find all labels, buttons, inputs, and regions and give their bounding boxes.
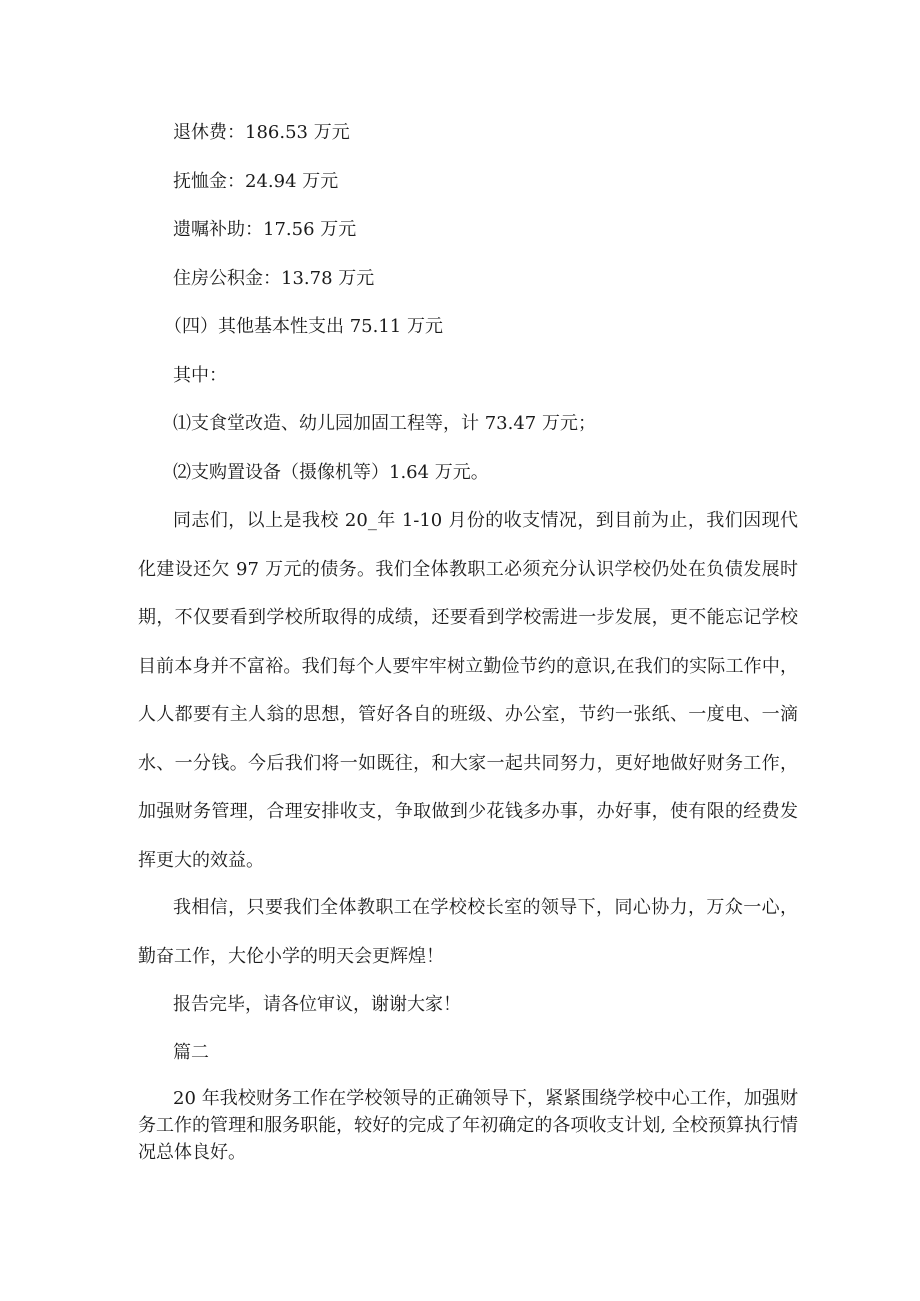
survivor-subsidy-line: 遗嘱补助：17.56 万元	[173, 219, 357, 240]
summary-paragraph: 同志们，以上是我校 20_年 1-10 月份的收支情况，到目前为止，我们因现代化建设还欠 97 万元的债务。我们全体教职工必须充分认识学校仍处在负债发展时期，不仅要看到学校所取得的成绩，还要看到学校需进一步发展，更不能忘记学校目前本身并不富裕。我们每个人要牢牢树立勤俭节约的意识,在我们的实际工作中，人人都要有主人翁的思想，管好各自的班级、办公室，节约一张纸、一度电、一滴水、一分钱。今后我们将一如既往，和大家一起共同努力，更好地做好财务工作，加强财务管理，合理安排收支，争取做到少花钱多办事，办好事，使有限的经费发挥更大的效益。	[138, 510, 798, 871]
section-two-heading: 篇二	[173, 1042, 209, 1063]
expense-item-2: ⑵支购置设备（摄像机等）1.64 万元。	[173, 462, 489, 483]
closing-line: 报告完毕，请各位审议，谢谢大家！	[173, 994, 461, 1015]
retirement-fee-line: 退休费：186.53 万元	[173, 122, 350, 143]
pension-line: 抚恤金：24.94 万元	[173, 171, 339, 192]
housing-fund-line: 住房公积金：13.78 万元	[173, 268, 375, 289]
section-four-heading: （四）其他基本性支出 75.11 万元	[164, 316, 443, 337]
expense-item-1: ⑴支食堂改造、幼儿园加固工程等，计 73.47 万元；	[173, 413, 596, 434]
among-label: 其中：	[173, 365, 227, 386]
final-paragraph: 20 年我校财务工作在学校领导的正确领导下，紧紧围绕学校中心工作，加强财务工作的管理和服务职能，较好的完成了年初确定的各项收支计划, 全校预算执行情况总体良好。	[138, 1088, 798, 1163]
confidence-paragraph: 我相信，只要我们全体教职工在学校校长室的领导下，同心协力，万众一心，勤奋工作，大伦小学的明天会更辉煌！	[138, 897, 798, 967]
